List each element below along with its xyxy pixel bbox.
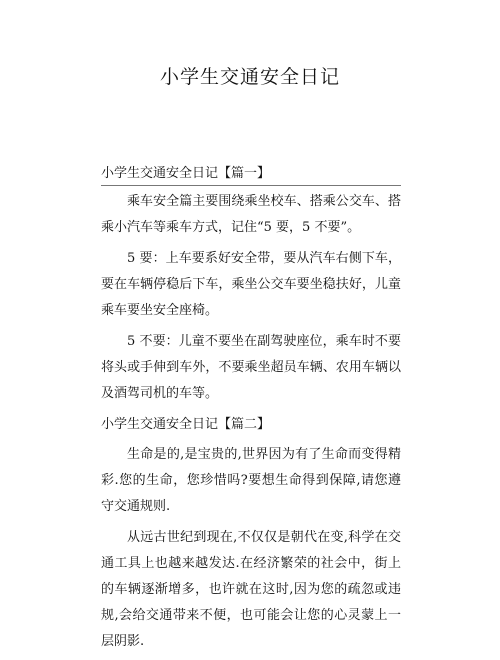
- paragraph-1-2: 5 要：上车要系好安全带，要从汽车右侧下车，要在车辆停稳后下车，乘坐公交车要坐稳扶好，儿童乘车要坐安全座椅。: [101, 251, 401, 318]
- document-body: [101, 163, 401, 660]
- paragraph-2-1: 生命是的,是宝贵的,世界因为有了生命而变得精彩.您的生命，您珍惜吗?要想生命得到保障,请您遵守交通规则.: [101, 447, 401, 514]
- paragraph-1-1: 乘车安全篇主要围绕乘坐校车、搭乘公交车、搭乘小汽车等乘车方式，记住“5 要，5 不要”。: [101, 194, 401, 235]
- paragraph-1-3: 5 不要：儿童不要坐在副驾驶座位，乘车时不要将头或手伸到车外，不要乘坐超员车辆、农用车辆以及酒驾司机的车等。: [101, 334, 401, 401]
- paragraph-2-2: 从远古世纪到现在,不仅仅是朝代在变,科学在交通工具上也越来越发达.在经济繁荣的社会中，街上的车辆逐渐增多，也许就在这时,因为您的疏忽或违规,会给交通带来不便，也可能会让您的心灵蒙上一层阴影.: [101, 530, 401, 649]
- section-heading-1: 小学生交通安全日记【篇一】: [101, 163, 401, 186]
- section-heading-2: 小学生交通安全日记【篇二】: [101, 417, 271, 432]
- document-title: 小学生交通安全日记: [159, 66, 340, 88]
